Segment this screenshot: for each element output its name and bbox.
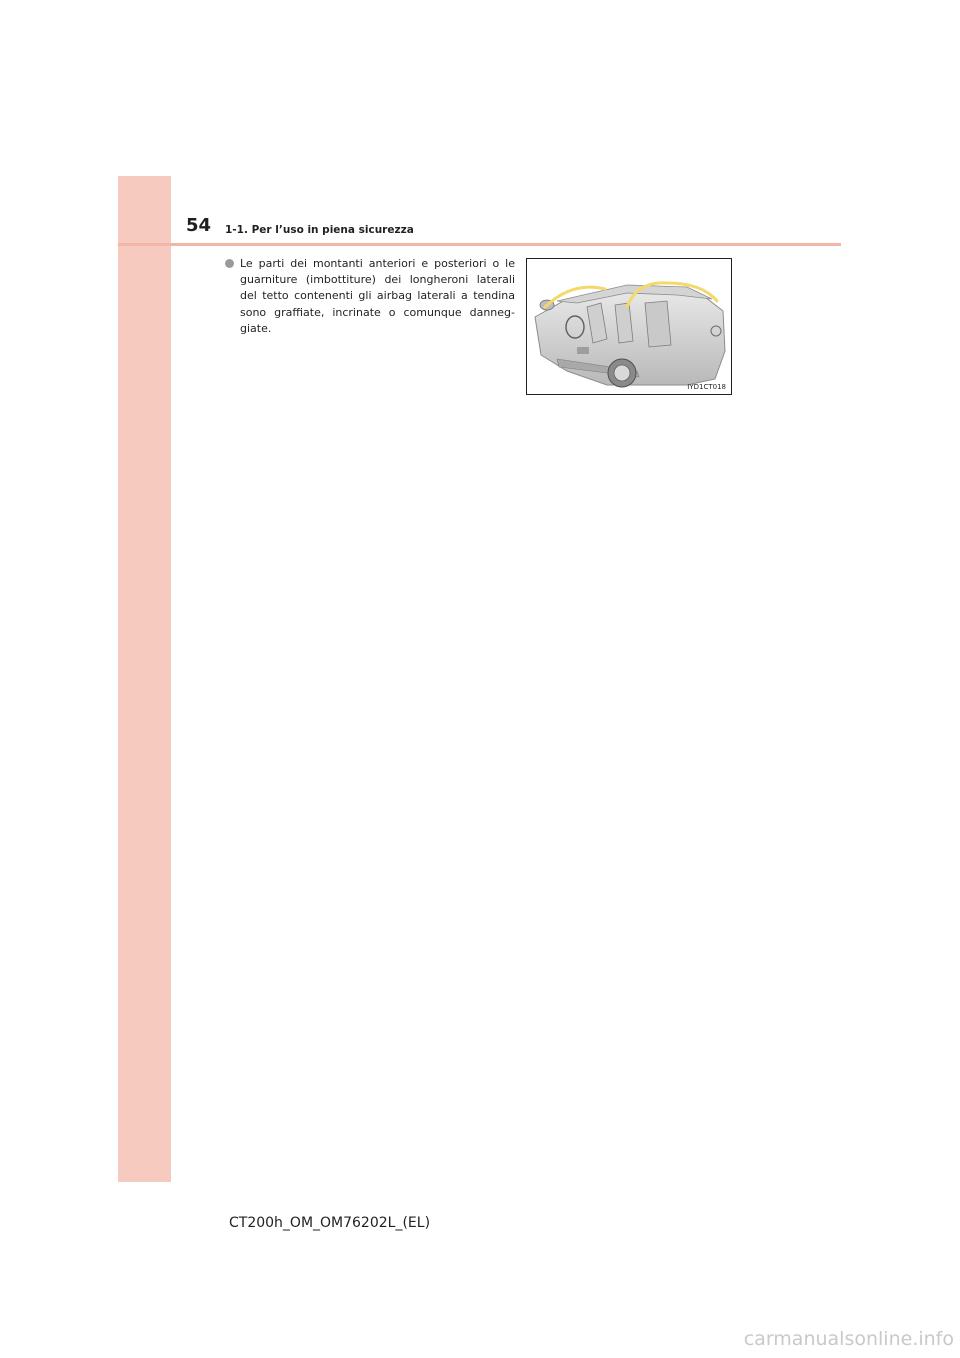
section-title: 1-1. Per l’uso in piena sicurezza (225, 224, 414, 236)
document-code: CT200h_OM_OM76202L_(EL) (229, 1215, 431, 1231)
watermark-text: carmanualsonline.info (743, 1328, 954, 1350)
figure-code: IYD1CT018 (687, 383, 726, 391)
side-tab-band (118, 176, 171, 1182)
bullet-text: Le parti dei montanti anteriori e posteriori o le guarniture (imbottiture) dei longheroni laterali del tetto contenenti gli airbag laterali a tendina sono graffiate, incrinate o comunque danneg-giate. (240, 257, 515, 335)
header-divider (118, 243, 841, 246)
bullet-item (225, 256, 515, 337)
page-number: 54 (186, 215, 212, 236)
car-cutaway-drawing (527, 259, 731, 394)
bullet-dot-icon (225, 259, 234, 268)
car-interior-illustration (526, 258, 732, 395)
